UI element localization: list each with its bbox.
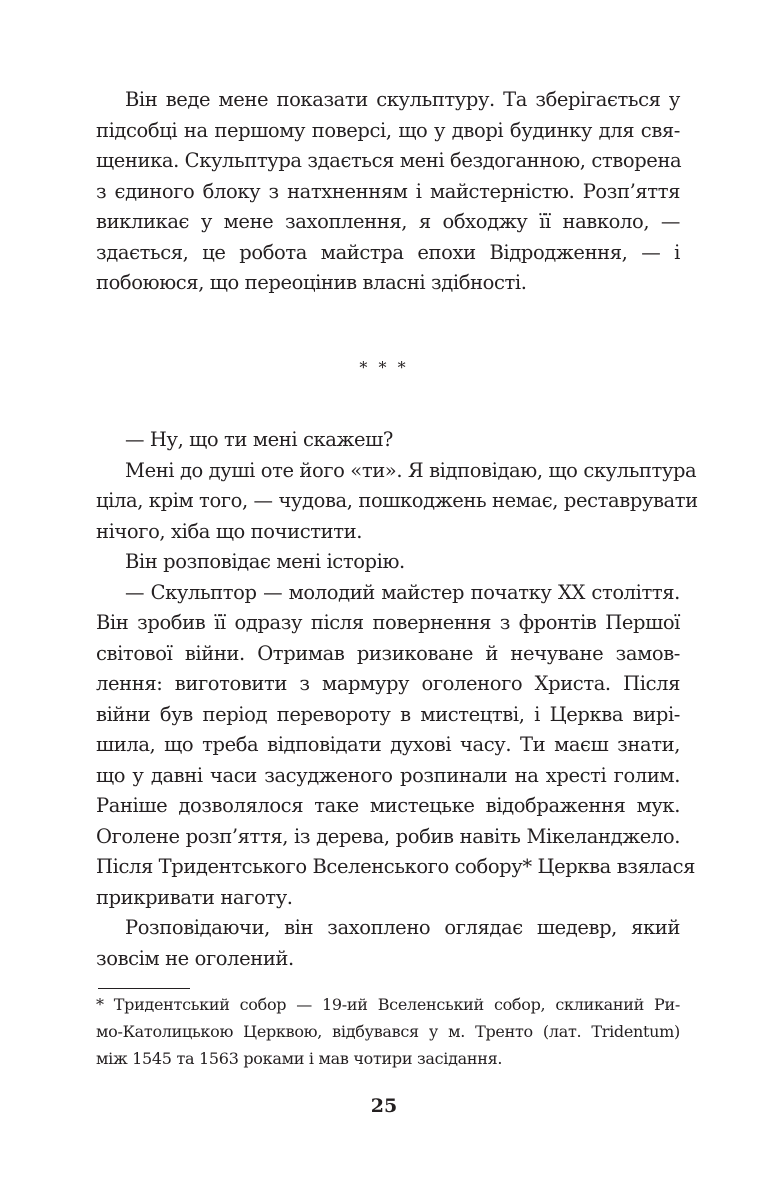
text-line: Мені до душі оте його «ти». Я відповідаю, що скульптура [125,458,697,482]
text-line: з єдиного блоку з натхненням і майстерністю. Розп’яття [96,179,680,203]
text-line: здається, це робота майстра епохи Відродження, — і [96,240,680,264]
text-line: Він розповідає мені історію. [125,550,405,573]
text-line: лення: виготовити з мармуру оголеного Христа. Після [96,672,680,695]
text-line: Він зробив її одразу після повернення з фронтів Першої [96,611,680,634]
text-line: Оголене розп’яття, із дерева, робив навіть Мікеланджело. [96,824,680,848]
text-line: викликає у мене захоплення, я обходжу її навколо, — [96,210,680,233]
footnote-divider [98,988,190,989]
text-line: — Скульптор — молодий майстер початку XX століття. [125,580,680,604]
text-line: підсобці на першому поверсі, що у дворі будинку для свя- [96,118,680,142]
text-line: нічого, хіба що почистити. [96,519,362,543]
text-line: Розповідаючи, він захоплено оглядає шедевр, який [125,916,680,939]
paragraph-section-1 [96,85,680,299]
text-line: Він веде мене показати скульптуру. Та зберігається у [125,88,680,111]
text-line: Раніше дозволялося таке мистецьке відображення мук. [96,794,680,817]
footnote-line: між 1545 та 1563 роками і мав чотири засідання. [96,1049,503,1068]
footnote [96,991,680,1072]
text-line: війни був період перевороту в мистецтві, і Церква вирі- [96,702,680,726]
text-line: шила, що треба відповідати духові часу. Ти маєш знати, [96,733,680,756]
section-separator: * * * [359,358,409,377]
text-line: зовсім не оголений. [96,946,294,970]
text-line: прикривати наготу. [96,885,293,909]
paragraph-section-2 [96,425,698,974]
text-line: світової війни. Отримав ризиковане й нечуване замов- [96,641,680,665]
footnote-line: * Тридентський собор — 19-ий Вселенський собор, скликаний Ри- [96,995,680,1014]
page-number: 25 [370,1095,398,1117]
text-line: побоююся, що переоцінив власні здібності. [96,271,527,294]
text-line: Після Тридентського Вселенського собору* Церква взялася [96,855,696,878]
footnote-line: мо-Католицькою Церквою, відбувався у м. Тренто (лат. Tridentum) [96,1022,680,1041]
text-line: — Ну, що ти мені скажеш? [125,428,393,451]
text-line: ціла, крім того, — чудова, пошкоджень немає, реставрувати [96,489,698,512]
text-line: щеника. Скульптура здається мені бездоганною, створена [96,149,682,172]
text-line: що у давні часи засудженого розпинали на хресті голим. [96,763,680,787]
